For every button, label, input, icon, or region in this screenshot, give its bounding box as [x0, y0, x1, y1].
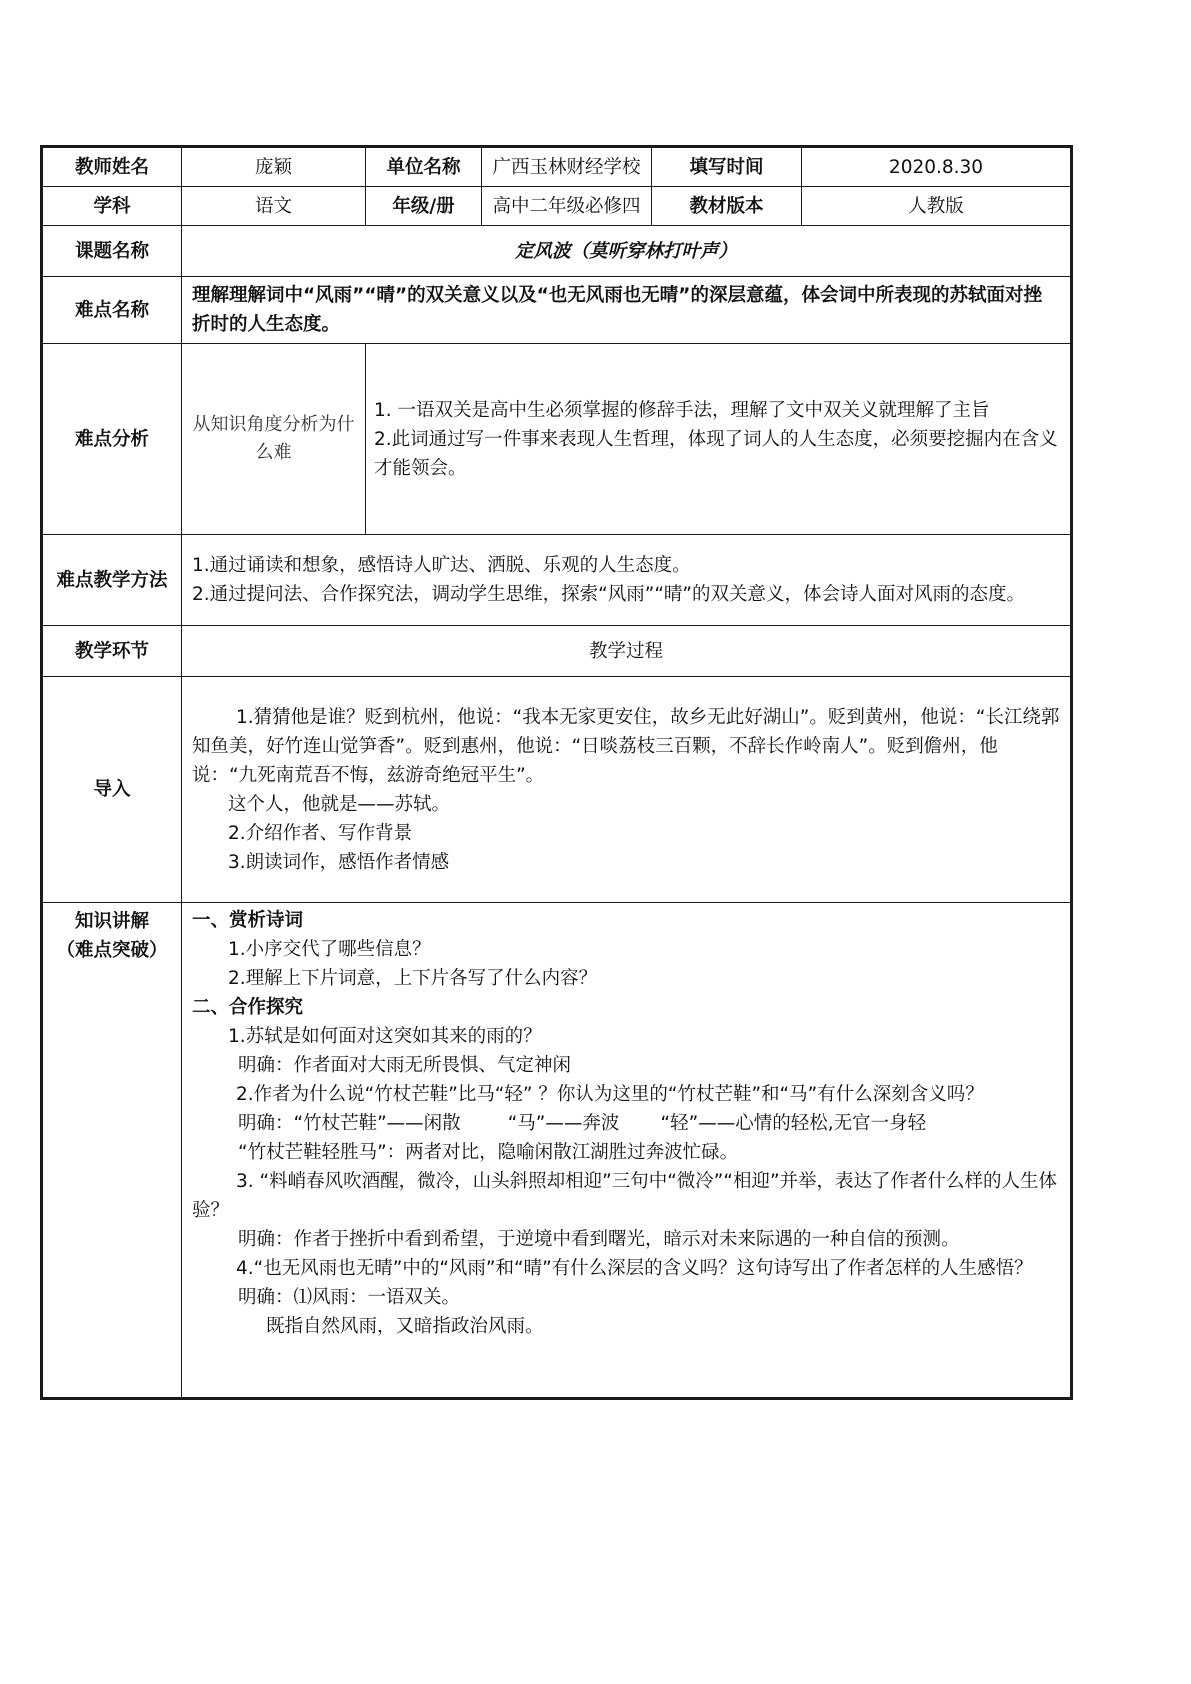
subject-value: 语文 [182, 187, 366, 226]
topic-title: 定风波（莫听穿林打叶声） [182, 226, 1072, 277]
section-1-heading: 一、赏析诗词 [192, 910, 304, 931]
intro-label: 导入 [42, 677, 182, 903]
analysis-label: 难点分析 [42, 344, 182, 535]
header-row-2 [42, 187, 1072, 226]
difficulty-label: 难点名称 [42, 277, 182, 344]
method-points [182, 535, 1072, 626]
intro-content [182, 677, 1072, 903]
knowledge-row [42, 903, 1072, 1399]
unit-value: 广西玉林财经学校 [482, 147, 652, 187]
section-2-heading: 二、合作探究 [192, 997, 304, 1018]
header-row-1 [42, 147, 1072, 187]
grade-value: 高中二年级必修四 [482, 187, 652, 226]
date-value: 2020.8.30 [802, 147, 1072, 187]
method-label: 难点教学方法 [42, 535, 182, 626]
process-stage-label: 教学环节 [42, 626, 182, 677]
answer-2a: 明确：“竹杖芒鞋”——闲散 “马”——奔波 “轻”——心情的轻松,无官一身轻 [238, 1113, 927, 1134]
difficulty-text: 理解理解词中“风雨”“晴”的双关意义以及“也无风雨也无晴”的深层意蕴，体会词中所表现的苏轼面对挫折时的人生态度。 [182, 277, 1072, 344]
answer-3: 明确：作者于挫折中看到希望，于逆境中看到曙光，暗示对未来际遇的一种自信的预测。 [238, 1229, 960, 1250]
method-point-1: 1.通过诵读和想象，感悟诗人旷达、洒脱、乐观的人生态度。 [192, 555, 691, 576]
question-1: 1.苏轼是如何面对这突如其来的雨的？ [228, 1026, 542, 1047]
question-3: 3. “料峭春风吹酒醒，微冷，山头斜照却相迎”三句中“微冷”“相迎”并举，表达了作者什么样的人生体验？ [192, 1171, 1058, 1221]
question-4: 4.“也无风雨也无晴”中的“风雨”和“晴”有什么深层的含义吗？这句诗写出了作者怎样的人生感悟？ [236, 1258, 1033, 1279]
edition-value: 人教版 [802, 187, 1072, 226]
knowledge-label-line-2: （难点突破） [56, 940, 168, 961]
subject-label: 学科 [42, 187, 182, 226]
intro-line-3: 2.介绍作者、写作背景 [228, 822, 413, 844]
topic-label: 课题名称 [42, 226, 182, 277]
section-1-question-2: 2.理解上下片词意，上下片各写了什么内容？ [228, 968, 598, 989]
answer-1: 明确：作者面对大雨无所畏惧、气定神闲 [238, 1055, 572, 1076]
analysis-point-1: 1. 一语双关是高中生必须掌握的修辞手法，理解了文中双关义就理解了主旨 [374, 399, 990, 421]
section-1-question-1: 1.小序交代了哪些信息？ [228, 939, 431, 960]
difficulty-row [42, 277, 1072, 344]
intro-row [42, 677, 1072, 903]
method-row [42, 535, 1072, 626]
lesson-plan-sheet [40, 145, 1070, 1400]
unit-label: 单位名称 [366, 147, 482, 187]
teacher-label: 教师姓名 [42, 147, 182, 187]
knowledge-label-line-1: 知识讲解 [74, 911, 149, 932]
lesson-plan-table [40, 145, 1073, 1400]
analysis-row [42, 344, 1072, 535]
grade-label: 年级/册 [366, 187, 482, 226]
analysis-point-2: 2.此词通过写一件事来表现人生哲理，体现了词人的人生态度，必须要挖掘内在含义才能领会。 [374, 428, 1058, 479]
knowledge-content [182, 903, 1072, 1399]
date-label: 填写时间 [652, 147, 802, 187]
process-title: 教学过程 [182, 626, 1072, 677]
intro-paragraph-1: 1.猜猜他是谁？贬到杭州，他说：“我本无家更安住，故乡无此好湖山”。贬到黄州，他说：“长江绕郭知鱼美，好竹连山觉笋香”。贬到惠州，他说：“日啖荔枝三百颗，不辞长作岭南人”。贬到儋州，他说：“九死南荒吾不悔，兹游奇绝冠平生”。 [192, 706, 1060, 786]
process-header-row [42, 626, 1072, 677]
edition-label: 教材版本 [652, 187, 802, 226]
intro-line-2: 这个人，他就是——苏轼。 [228, 793, 451, 815]
topic-row [42, 226, 1072, 277]
answer-2b: “竹杖芒鞋轻胜马”：两者对比，隐喻闲散江湖胜过奔波忙碌。 [238, 1142, 739, 1163]
answer-4b: 既指自然风雨，又暗指政治风雨。 [266, 1316, 544, 1337]
analysis-sub-label: 从知识角度分析为什么难 [182, 344, 366, 535]
analysis-points [366, 344, 1072, 535]
knowledge-label [42, 903, 182, 1399]
question-2: 2.作者为什么说“竹杖芒鞋”比马“轻” ？你认为这里的“竹杖芒鞋”和“马”有什么深刻含义吗？ [236, 1084, 984, 1105]
method-point-2: 2.通过提问法、合作探究法，调动学生思维，探索“风雨”“晴”的双关意义，体会诗人面对风雨的态度。 [192, 584, 1025, 605]
teacher-value: 庞颖 [182, 147, 366, 187]
intro-line-4: 3.朗读词作，感悟作者情感 [228, 851, 450, 873]
answer-4a: 明确：⑴风雨：一语双关。 [238, 1287, 461, 1308]
